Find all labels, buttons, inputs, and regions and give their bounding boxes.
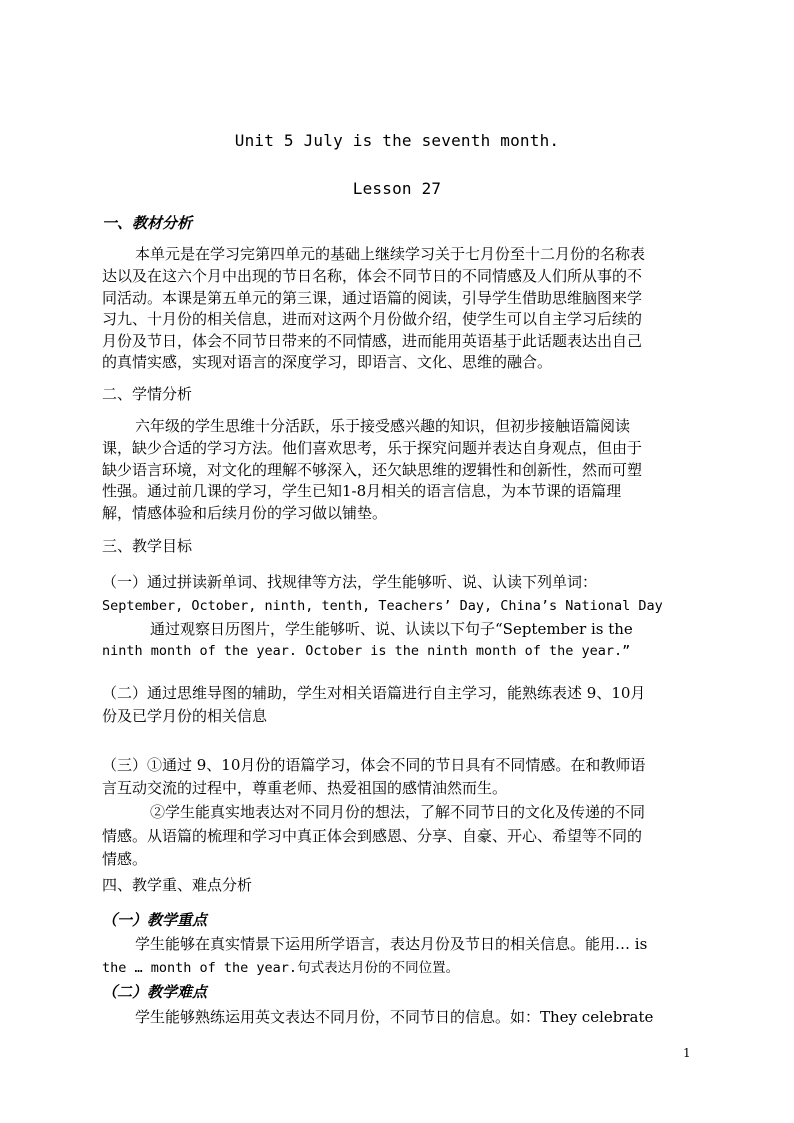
lesson-title: Lesson 27 (352, 179, 442, 198)
key-points-line: 学生能够在真实情景下运用所学语言，表达月份及节日的相关信息。能用… is (135, 935, 648, 953)
section-heading-student-analysis: 二、学情分析 (102, 385, 193, 403)
goal-3-line: ②学生能真实地表达对不同月份的想法，了解不同节日的文化及传递的不同 (150, 803, 646, 821)
paragraph-line: 月份及节日，体会不同节日带来的不同情感，进而能用英语基于此话题表达出自己 (102, 332, 643, 350)
key-points-line: the … month of the year.句式表达月份的不同位置。 (102, 960, 460, 976)
section-heading-key-difficult-points: 四、教学重、难点分析 (102, 876, 253, 894)
goal-3-line: （三）①通过 9、10月份的语篇学习，体会不同的节日具有不同情感。在和教师语 (102, 756, 646, 774)
goal-3-line: 情感。从语篇的梳理和学习中真正体会到感恩、分享、自豪、开心、希望等不同的 (102, 827, 643, 845)
goal-3-line: 言互动交流的过程中，尊重老师、热爱祖国的感情油然而生。 (102, 779, 508, 797)
difficult-points-heading: （二）教学难点 (102, 983, 208, 1001)
unit-title: Unit 5 July is the seventh month. (234, 131, 560, 150)
paragraph-line: 缺少语言环境，对文化的理解不够深入，还欠缺思维的逻辑性和创新性，然而可塑 (102, 461, 643, 479)
paragraph-line: 解，情感体验和后续月份的学习做以铺垫。 (102, 504, 388, 522)
difficult-points-line: 学生能够熟练运用英文表达不同月份，不同节日的信息。如：They celebrate (135, 1008, 654, 1026)
goal-2-line: （二）通过思维导图的辅助，学生对相关语篇进行自主学习，能熟练表述 9、10月 (102, 684, 646, 702)
paragraph-line: 达以及在这六个月中出现的节日名称，体会不同节日的不同情感及人们所从事的不 (102, 267, 643, 285)
goal-3-line: 情感。 (102, 850, 148, 868)
goal-1-line: 通过观察日历图片，学生能够听、说、认读以下句子“September is the (150, 620, 633, 638)
goal-1-vocabulary: September, October, ninth, tenth, Teachers’ Day, China’s National Day (102, 598, 663, 614)
paragraph-line: 本单元是在学习完第四单元的基础上继续学习关于七月份至十二月份的名称表 (135, 245, 646, 263)
goal-1-line: （一）通过拼读新单词、找规律等方法，学生能够听、说、认读下列单词： (102, 573, 598, 591)
paragraph-line: 性强。通过前几课的学习，学生已知1-8月相关的语言信息，为本节课的语篇理 (102, 482, 622, 500)
paragraph-line: 的真情实感，实现对语言的深度学习，即语言、文化、思维的融合。 (102, 353, 553, 371)
section-heading-teaching-goals: 三、教学目标 (102, 537, 193, 555)
paragraph-line: 课，缺少合适的学习方法。他们喜欢思考，乐于探究问题并表达自身观点，但由于 (102, 439, 643, 457)
goal-1-sentences: ninth month of the year. October is the ninth month of the year.” (102, 643, 631, 659)
paragraph-line: 习九、十月份的相关信息，进而对这两个月份做介绍，使学生可以自主学习后续的 (102, 310, 643, 328)
page-number: 1 (683, 1046, 691, 1060)
key-points-heading: （一）教学重点 (102, 911, 208, 929)
paragraph-line: 六年级的学生思维十分活跃，乐于接受感兴趣的知识，但初步接触语篇阅读 (135, 417, 631, 435)
paragraph-line: 同活动。本课是第五单元的第三课，通过语篇的阅读，引导学生借助思维脑图来学 (102, 289, 643, 307)
goal-2-line: 份及已学月份的相关信息 (102, 707, 268, 725)
section-heading-textbook-analysis: 一、教材分析 (102, 214, 193, 232)
